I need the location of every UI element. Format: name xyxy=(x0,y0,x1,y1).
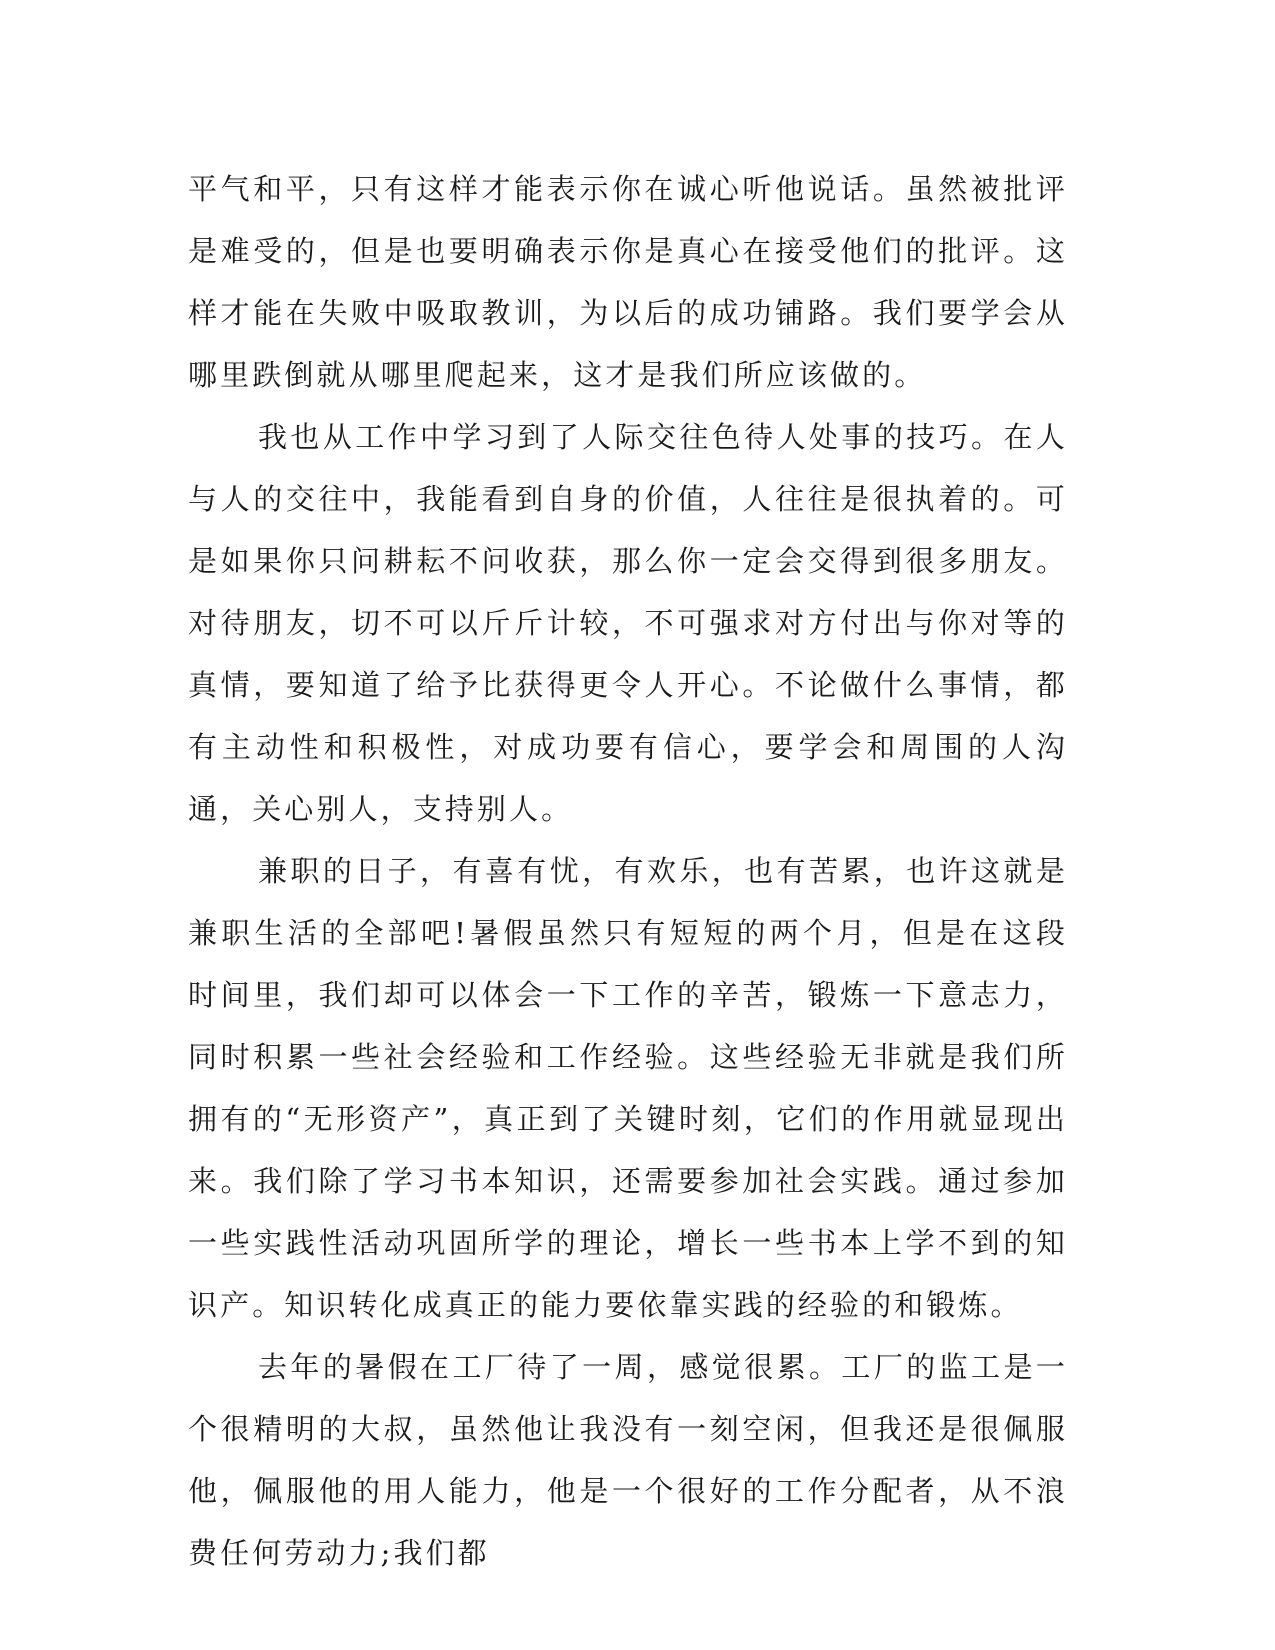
document-body xyxy=(188,158,1068,1584)
paragraph-1: 平气和平，只有这样才能表示你在诚心听他说话。虽然被批评是难受的，但是也要明确表示你是真心在接受他们的批评。这样才能在失败中吸取教训，为以后的成功铺路。我们要学会从哪里跌倒就从哪里爬起来，这才是我们所应该做的。 xyxy=(188,172,1068,392)
paragraph-3: 兼职的日子，有喜有忧，有欢乐，也有苦累，也许这就是兼职生活的全部吧!暑假虽然只有短短的两个月，但是在这段时间里，我们却可以体会一下工作的辛苦，锻炼一下意志力，同时积累一些社会经验和工作经验。这些经验无非就是我们所拥有的“无形资产”，真正到了关键时刻，它们的作用就显现出来。我们除了学习书本知识，还需要参加社会实践。通过参加一些实践性活动巩固所学的理论，增长一些书本上学不到的知识产。知识转化成真正的能力要依靠实践的经验的和锻炼。 xyxy=(188,854,1068,1322)
paragraph-2: 我也从工作中学习到了人际交往色待人处事的技巧。在人与人的交往中，我能看到自身的价值，人往往是很执着的。可是如果你只问耕耘不问收获，那么你一定会交得到很多朋友。对待朋友，切不可以斤斤计较，不可强求对方付出与你对等的真情，要知道了给予比获得更令人开心。不论做什么事情，都有主动性和积极性，对成功要有信心，要学会和周围的人沟通，关心别人，支持别人。 xyxy=(188,420,1068,826)
paragraph-4: 去年的暑假在工厂待了一周，感觉很累。工厂的监工是一个很精明的大叔，虽然他让我没有一刻空闲，但我还是很佩服他，佩服他的用人能力，他是一个很好的工作分配者，从不浪费任何劳动力;我们都 xyxy=(188,1350,1068,1570)
